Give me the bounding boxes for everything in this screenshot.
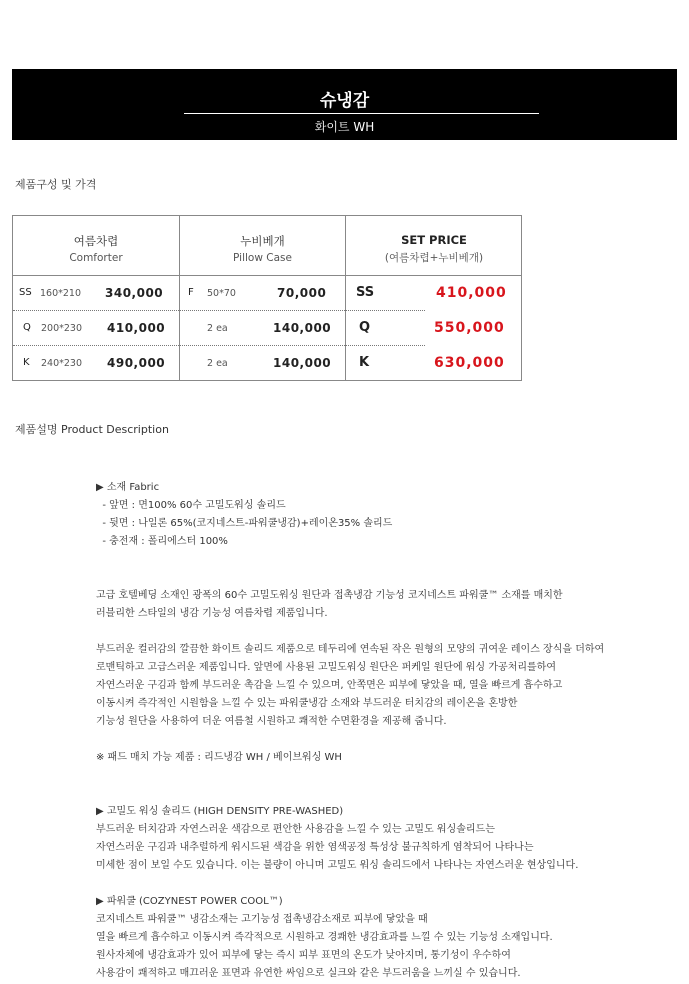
- table-header-comforter: 여름차렵 Comforter: [69, 234, 123, 264]
- product-name: 슈냉감: [319, 91, 370, 111]
- fabric-front: - 앞면 : 면100% 60수 고밀도워싱 솔리드: [96, 500, 286, 511]
- set-size: K: [359, 355, 370, 370]
- intro-paragraph: 고급 호텔베딩 소재인 광폭의 60수 고밀도워싱 원단과 접촉냉감 기능성 코지네스트 파워쿨™ 소재를 매치한 러블리한 스타일의 냉감 기능성 여름차렵 제품입니다.: [96, 590, 563, 619]
- banner-divider: [184, 113, 539, 114]
- section-title-description: 제품설명 Product Description: [15, 423, 169, 436]
- pillow-dimension: 2 ea: [207, 358, 228, 369]
- pillow-dimension: 2 ea: [207, 323, 228, 334]
- set-price: 630,000: [434, 355, 505, 371]
- comforter-dimension: 200*230: [41, 323, 83, 334]
- table-divider: [13, 345, 345, 346]
- comforter-dimension: 240*230: [41, 358, 83, 369]
- price-table: [12, 215, 522, 381]
- set-size: Q: [359, 320, 371, 335]
- pillow-price: 70,000: [277, 286, 327, 300]
- fabric-info: [96, 479, 392, 551]
- pad-match-note: ※ 패드 매치 가능 제품 : 리드냉감 WH / 베이브워싱 WH: [96, 752, 342, 763]
- comforter-price: 340,000: [105, 286, 164, 300]
- comforter-price: 410,000: [107, 321, 166, 335]
- set-price: 410,000: [436, 285, 507, 301]
- set-price: 550,000: [434, 320, 505, 336]
- section-title-composition: 제품구성 및 가격: [15, 178, 97, 191]
- pillow-price: 140,000: [273, 321, 332, 335]
- table-header-pillow: 누비베개 Pillow Case: [233, 234, 292, 264]
- fabric-back: - 뒷면 : 나일론 65%(코지네스트-파워쿨냉감)+레이온35% 솔리드: [96, 518, 393, 529]
- fabric-filling: - 충전재 : 폴리에스터 100%: [96, 536, 228, 547]
- comforter-size: Q: [23, 322, 31, 333]
- comforter-size: SS: [19, 287, 32, 298]
- pillow-price: 140,000: [273, 356, 332, 370]
- pillow-size: F: [188, 287, 194, 298]
- detail-paragraph: 부드러운 컬러감의 깔끔한 화이트 솔리드 제품으로 테두리에 연속된 작은 원형의 모양의 귀여운 레이스 장식을 더하여 로맨틱하고 고급스러운 제품입니다. 앞면에 사용된 고밀도워싱 원단은 퍼케일 원단에 워싱 가공처리를하여 자연스러운 구김과 함께 부드러운 촉감을 느낄 수 있으며, 안쪽면은 피부에 닿았을 때, 열을 빠르게 흡수하고 이동시켜 즉각적인 시원함을 느낄 수 있는 파워쿨냉감 소재와 부드러운 터치감의 레이온을 혼방한 기능성 원단을 사용하여 더운 여름철 시원하고 쾌적한 수면환경을 제공해 줍니다.: [96, 644, 605, 727]
- power-cool-section: ▶ 파워쿨 (COZYNEST POWER COOL™) 코지네스트 파워쿨™ 냉감소재는 고기능성 접촉냉감소재로 피부에 닿았을 때 열을 빠르게 흡수하고 이동시켜 즉각적으로 시원하고 경쾌한 냉감효과를 느낄 수 있는 기능성 소재입니다. 원사자체에 냉감효과가 있어 피부에 닿는 즉시 피부 표면의 온도가 낮아지며, 통기성이 우수하여 사용감이 쾌적하고 매끄러운 표면과 유연한 싸임으로 실크와 같은 부드러움을 느끼실 수 있습니다.: [96, 896, 553, 979]
- comforter-size: K: [23, 357, 30, 368]
- table-divider: [345, 310, 425, 311]
- set-size: SS: [356, 285, 375, 300]
- product-color: 화이트 WH: [314, 120, 375, 134]
- table-divider: [13, 310, 345, 311]
- pillow-dimension: 50*70: [207, 288, 236, 299]
- comforter-dimension: 160*210: [40, 288, 82, 299]
- comforter-price: 490,000: [107, 356, 166, 370]
- table-divider: [345, 345, 425, 346]
- product-title-banner: [12, 69, 677, 140]
- table-header-set-price: SET PRICE (여름차렵+누비베개): [384, 233, 484, 264]
- high-density-section: ▶ 고밀도 워싱 솔리드 (HIGH DENSITY PRE-WASHED) 부드러운 터치감과 자연스러운 색감으로 편안한 사용감을 느낄 수 있는 고밀도 워싱솔리드는 자연스러운 구김과 내추럴하게 워시드된 색감을 위한 염색공정 특성상 불규칙하게 염착되어 나타나는 미세한 점이 보일 수도 있습니다. 이는 불량이 아니며 고밀도 워싱 솔리드에서 나타나는 자연스러운 현상입니다.: [96, 806, 579, 871]
- fabric-heading: ▶ 소재 Fabric: [96, 482, 160, 493]
